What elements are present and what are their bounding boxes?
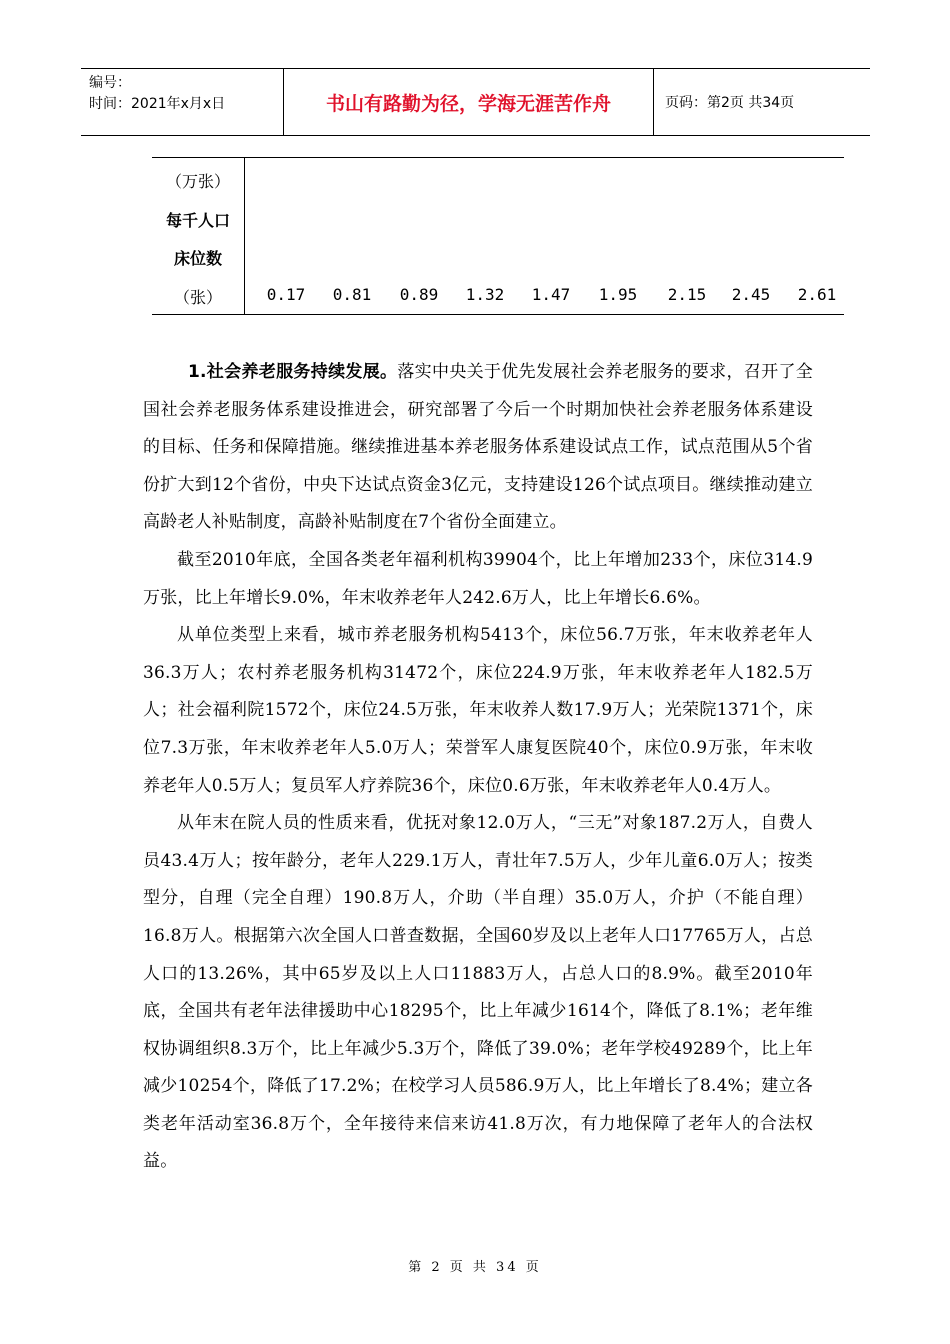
document-number: 编号： <box>89 75 131 91</box>
table-row-label: 每千人口 <box>165 211 230 230</box>
paragraph-welfare-institutions: 截至2010年底，全国各类老年福利机构39904个，比上年增加233个，床位314.9万张，比上年增长9.0%，年末收养老年人242.6万人，比上年增长6.6%。 <box>143 549 813 608</box>
paragraph-text: 落实中央关于优先发展社会养老服务的要求，召开了全国社会养老服务体系建设推进会，研究部署了今后一个时期加快社会养老服务体系建设的目标、任务和保障措施。继续推进基本养老服务体系建设试点工作，试点范围从5个省份扩大到12个省份，中央下达试点资金3亿元，支持建设126个试点项目。继续推动建立高龄老人补贴制度，高龄补贴制度在7个省份全面建立。 <box>143 362 813 533</box>
header-motto: 书山有路勤为径，学海无涯苦作舟 <box>283 69 654 135</box>
table-row-label: 床位数 <box>173 249 222 268</box>
table-divider <box>244 158 245 314</box>
table-cell-value: 0.89 <box>399 285 439 304</box>
header-meta <box>81 69 283 135</box>
page-header <box>81 68 870 136</box>
table-cell-value: 2.15 <box>667 285 707 304</box>
table-cell-value: 1.95 <box>598 285 638 304</box>
table-row-label: （张） <box>173 288 222 307</box>
bed-stats-table <box>152 157 844 315</box>
table-cell-value: 0.81 <box>332 285 372 304</box>
paragraph-resident-composition: 从年末在院人员的性质来看，优抚对象12.0万人，“三无”对象187.2万人，自费人员43.4万人；按年龄分，老年人229.1万人，青壮年7.5万人，少年儿童6.0万人；按类型分，自理（完全自理）190.8万人，介助（半自理）35.0万人，介护（不能自理）16.8万人。根据第六次全国人口普查数据，全国60岁及以上老年人口17765万人，占总人口的13.26%，其中65岁及以上人口11883万人，占总人口的8.9%。截至2010年底，全国共有老年法律援助中心18295个，比上年减少1614个，降低了8.1%；老年维权协调组织8.3万个，比上年减少5.3万个，降低了39.0%；老年学校49289个，比上年减少10254个，降低了17.2%；在校学习人员586.9万人，比上年增长了8.4%；建立各类老年活动室36.8万个，全年接待来信来访41.8万次，有力地保障了老年人的合法权益。 <box>143 813 813 1172</box>
body-text <box>143 354 813 1181</box>
document-date: 时间：2021年x月x日 <box>89 96 226 112</box>
table-cell-value: 1.47 <box>531 285 571 304</box>
table-cell-value: 0.17 <box>266 285 306 304</box>
table-cell-value: 2.61 <box>797 285 837 304</box>
table-cell-value: 1.32 <box>465 285 505 304</box>
paragraph-heading: 1.社会养老服务持续发展。 <box>188 362 398 382</box>
table-row-label: （万张） <box>165 172 230 191</box>
paragraph-institution-types: 从单位类型上来看，城市养老服务机构5413个，床位56.7万张，年末收养老年人36.3万人；农村养老服务机构31472个，床位224.9万张，年末收养老年人182.5万人；社会福利院1572个，床位24.5万张，年末收养人数17.9万人；光荣院1371个，床位7.3万张，年末收养老年人5.0万人；荣誉军人康复医院40个，床位0.9万张，年末收养老年人0.5万人；复员军人疗养院36个，床位0.6万张，年末收养老年人0.4万人。 <box>143 625 813 796</box>
paragraph-social-elderly-services <box>143 354 813 542</box>
header-page-info: 页码：第2页 共34页 <box>665 95 795 111</box>
table-cell-value: 2.45 <box>731 285 771 304</box>
page-footer: 第 2 页 共 34 页 <box>408 1260 542 1275</box>
